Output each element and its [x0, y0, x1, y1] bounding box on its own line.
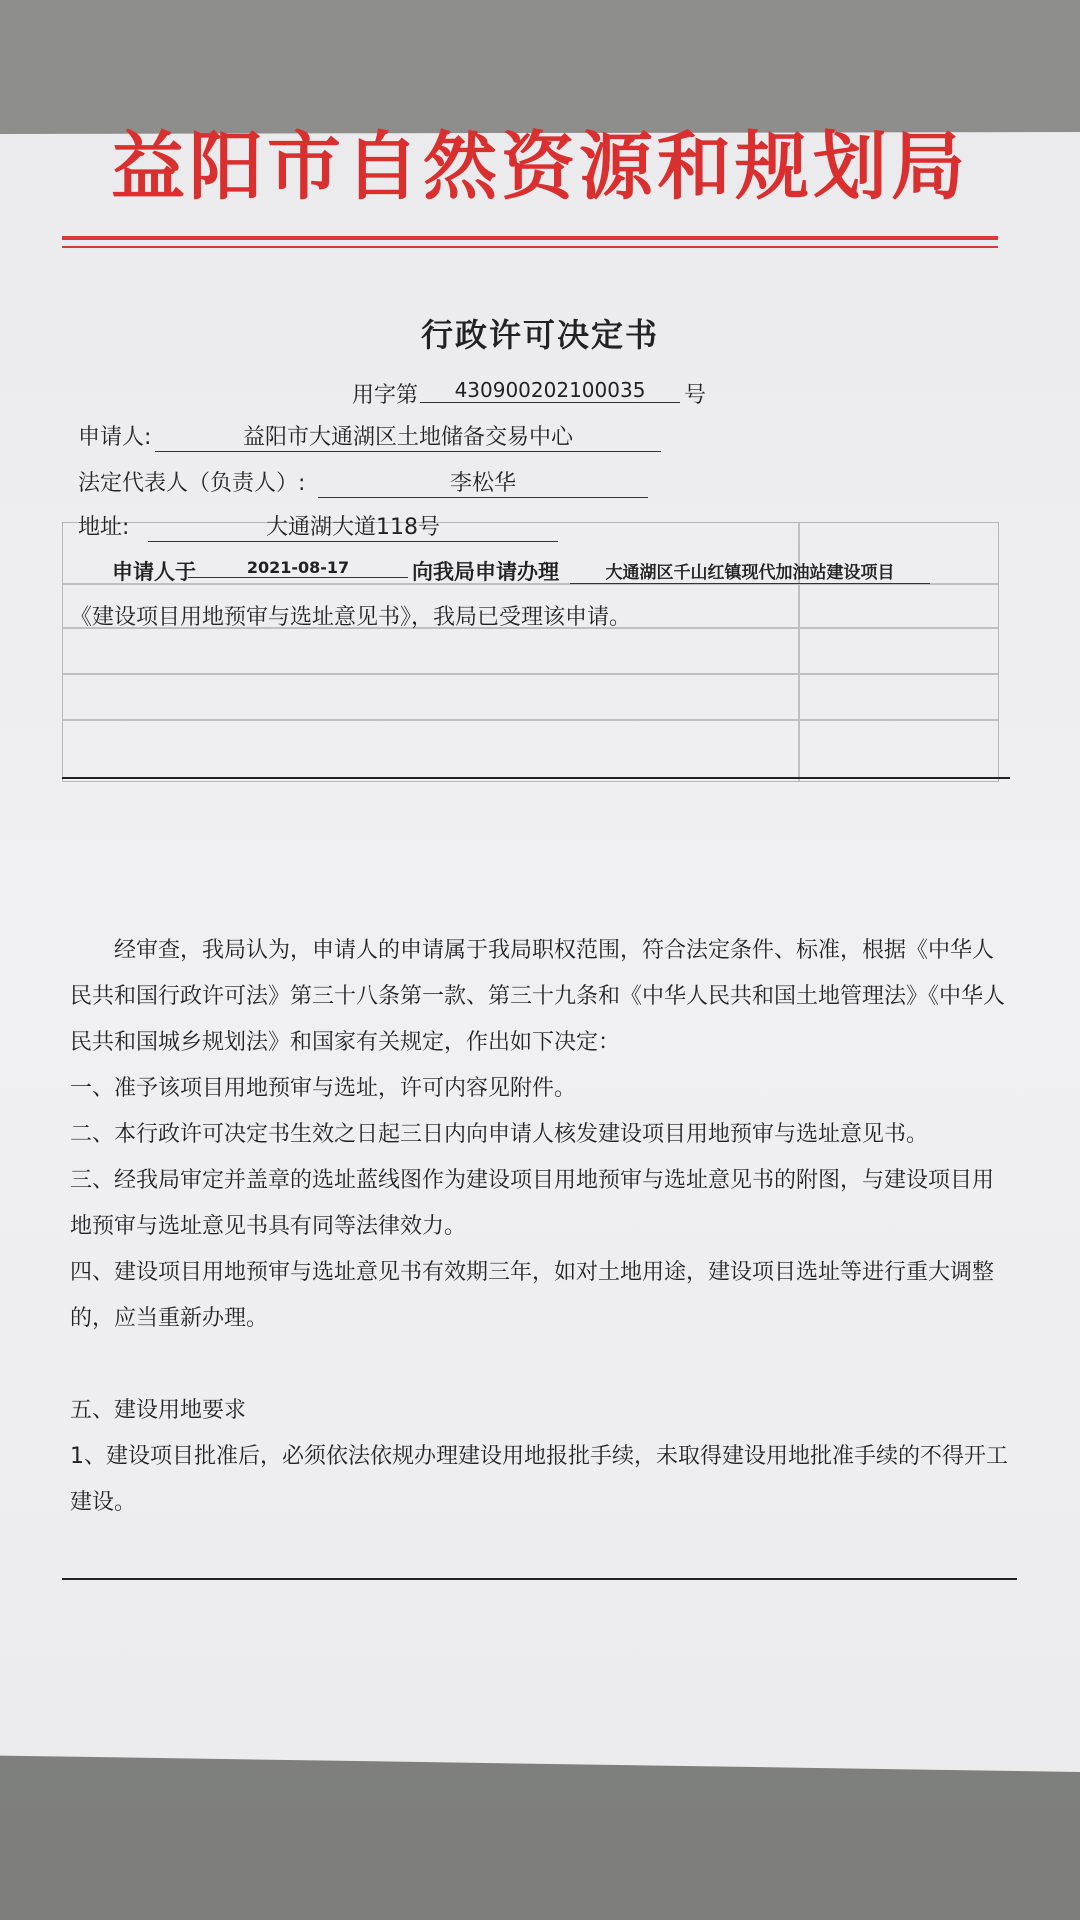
- decision-item-1: 一、准予该项目用地预审与选址，许可内容见附件。: [70, 1076, 577, 1101]
- decision-body: [70, 928, 1010, 1342]
- application-label: 申请人于: [112, 560, 196, 584]
- section-divider: [62, 777, 1010, 779]
- representative-value: 李松华: [318, 466, 648, 498]
- doc-number-label: 用字第: [352, 383, 419, 408]
- land-requirements: [70, 1388, 1010, 1526]
- document-title: 行政许可决定书: [420, 316, 659, 354]
- letterhead-red-line: [62, 236, 998, 240]
- application-to-label: 向我局申请办理: [412, 560, 559, 584]
- bottom-divider: [62, 1578, 1017, 1580]
- application-project: 大通湖区千山红镇现代加油站建设项目: [570, 558, 930, 584]
- intro-paragraph: 经审查，我局认为，申请人的申请属于我局职权范围，符合法定条件、标准，根据《中华人民共和国行政许可法》第三十八条第一款、第三十九条和《中华人民共和国土地管理法》《中华人民共和国城乡规划法》和国家有关规定，作出如下决定：: [70, 938, 1006, 1055]
- doc-number-suffix: 号: [684, 383, 707, 408]
- requirement-1: 1、建设项目批准后，必须依法依规办理建设用地报批手续，未取得建设用地批准手续的不得开工建设。: [70, 1444, 1009, 1515]
- applicant-value: 益阳市大通湖区土地储备交易中心: [155, 420, 661, 452]
- letterhead-red-line-thin: [62, 246, 998, 248]
- decision-item-4: 四、建设项目用地预审与选址意见书有效期三年，如对土地用途，建设项目选址等进行重大调整的，应当重新办理。: [70, 1260, 995, 1331]
- decision-item-3: 三、经我局审定并盖章的选址蓝线图作为建设项目用地预审与选址意见书的附图，与建设项目用地预审与选址意见书具有同等法律效力。: [70, 1168, 995, 1239]
- address-value: 大通湖大道118号: [148, 510, 558, 542]
- representative-label: 法定代表人（负责人）:: [78, 471, 306, 496]
- applicant-label: 申请人:: [78, 425, 152, 450]
- decision-item-2: 二、本行政许可决定书生效之日起三日内向申请人核发建设项目用地预审与选址意见书。: [70, 1122, 929, 1147]
- decision-item-5-title: 五、建设用地要求: [70, 1398, 247, 1423]
- application-date: 2021-08-17: [188, 558, 408, 578]
- address-label: 地址:: [78, 515, 130, 540]
- letterhead: 益阳市自然资源和规划局: [111, 124, 969, 210]
- doc-number-value: 430900202100035: [420, 378, 680, 403]
- acceptance-text: 《建设项目用地预审与选址意见书》，我局已受理该申请。: [70, 605, 632, 630]
